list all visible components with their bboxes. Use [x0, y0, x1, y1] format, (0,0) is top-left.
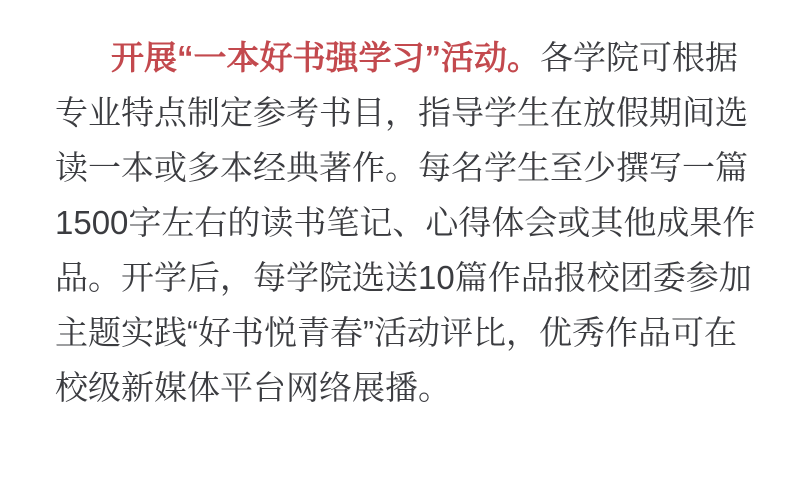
paragraph-line-5: 品。开学后，每学院选送10篇作品报校团委参加: [55, 259, 752, 296]
paragraph-line-6: 主题实践“好书悦青春”活动评比，优秀作品可在: [55, 314, 737, 351]
paragraph-line-3: 读一本或多本经典著作。每名学生至少撰写一篇: [55, 149, 748, 186]
paragraph-line-2: 专业特点制定参考书目，指导学生在放假期间选: [55, 94, 748, 131]
paragraph-line-4: 1500字左右的读书笔记、心得体会或其他成果作: [55, 204, 756, 241]
paragraph-line-1: [55, 30, 745, 85]
lead-rest-text: 各学院可根据: [540, 39, 738, 76]
lead-emphasis-text: 开展“一本好书强学习”活动。: [111, 39, 540, 76]
paragraph-line-7: 校级新媒体平台网络展播。: [55, 369, 451, 406]
